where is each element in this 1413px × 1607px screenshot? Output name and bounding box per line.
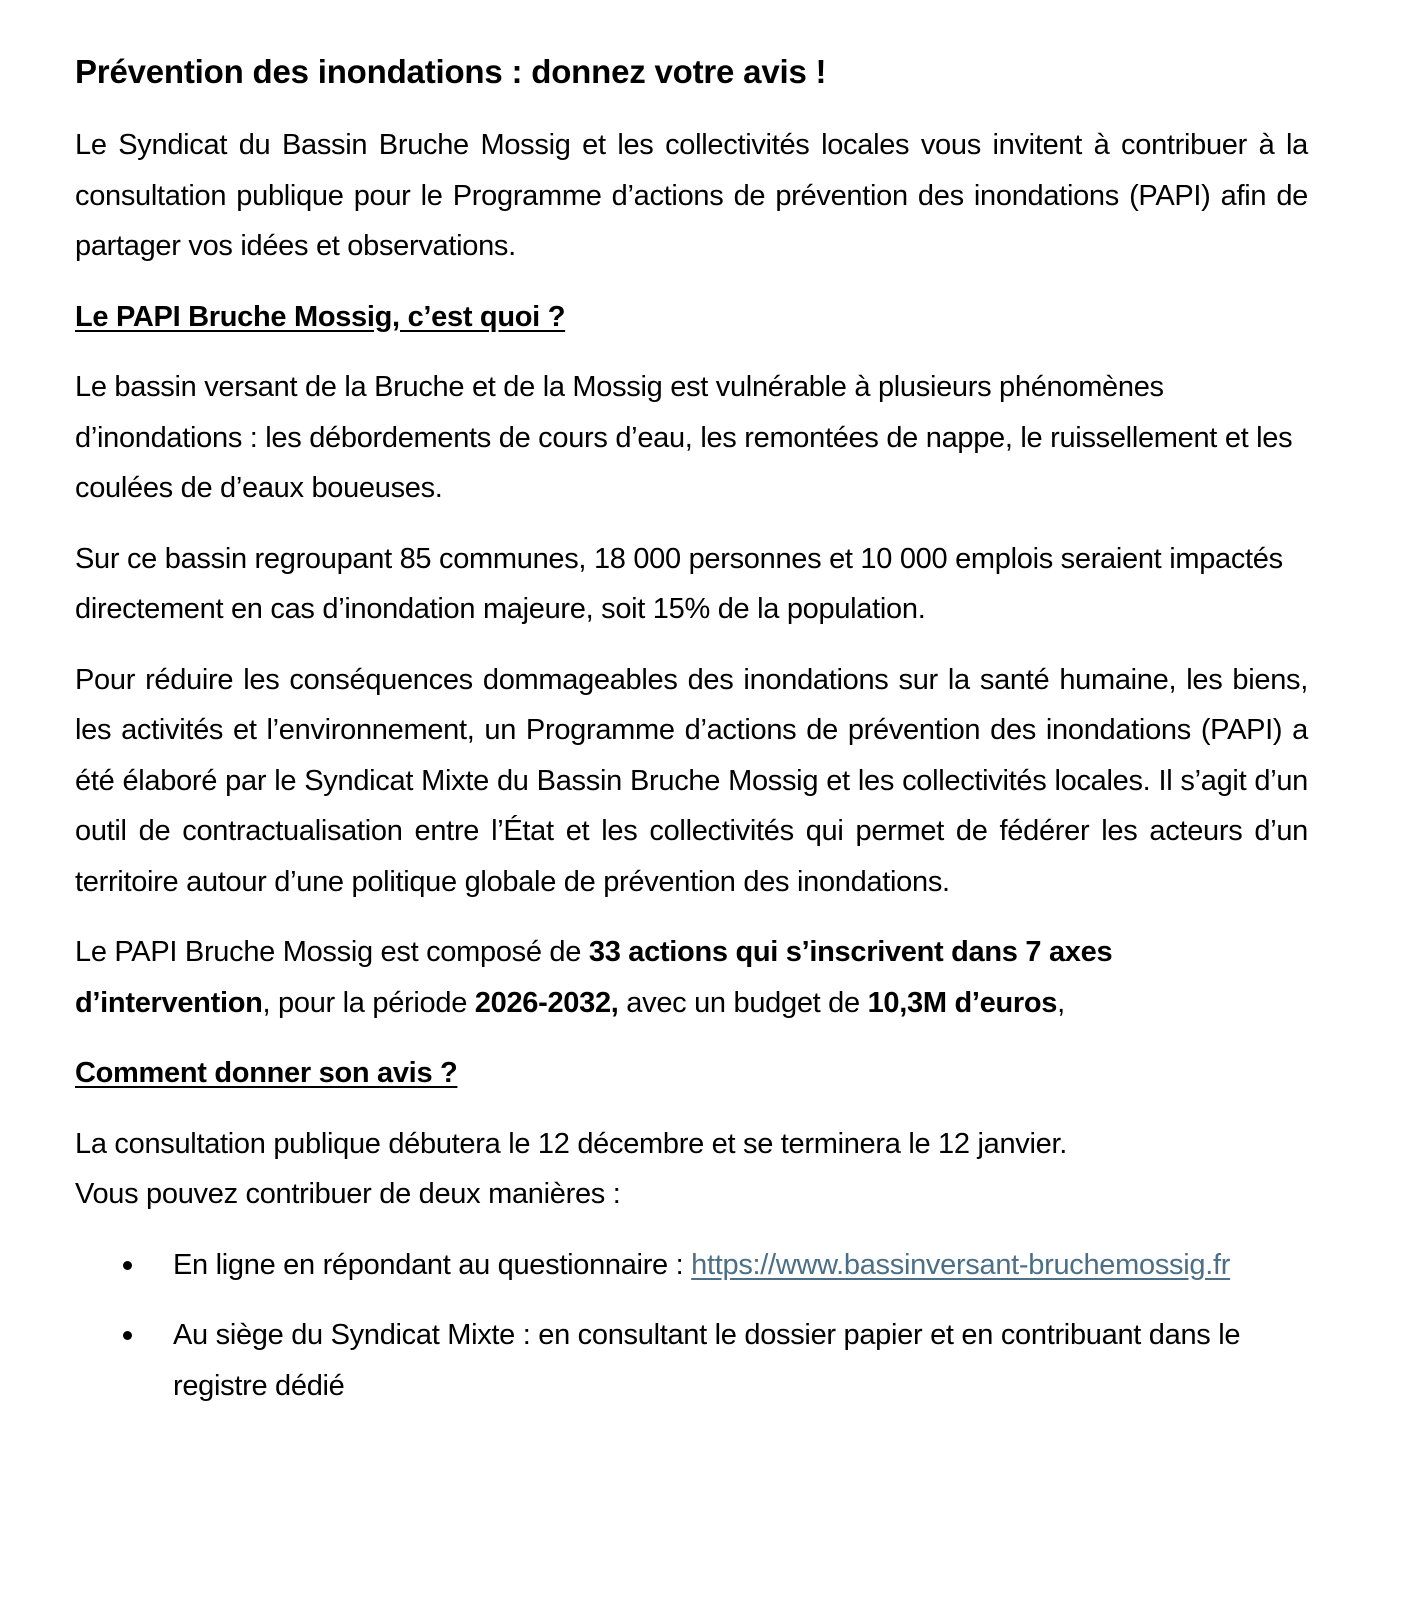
- paragraph-composition: [75, 927, 1308, 1028]
- in-person-text: Au siège du Syndicat Mixte : en consultant le dossier papier et en contribuant dans le registre dédié: [173, 1319, 1241, 1402]
- composition-period: 2026-2032,: [474, 986, 619, 1019]
- composition-text-1: Le PAPI Bruche Mossig est composé de: [75, 936, 589, 968]
- bullet-icon: [123, 1261, 132, 1270]
- bullet-icon: [123, 1331, 132, 1340]
- list-item-in-person: [75, 1310, 1308, 1411]
- list-item-online: [75, 1240, 1308, 1291]
- composition-actions: 33 actions qui s’inscrivent dans 7 axes d’intervention: [75, 936, 1113, 1019]
- paragraph-vulnerability: Le bassin versant de la Bruche et de la Mossig est vulnérable à plusieurs phénomènes d’inondations : les débordements de cours d’eau, les remontées de nappe, le ruissellement et les coulées de d’eaux boueuses.: [75, 371, 1293, 504]
- consultation-dates: La consultation publique débutera le 12 décembre et se terminera le 12 janvier.: [75, 1127, 1067, 1160]
- page-title: Prévention des inondations : donnez votre avis !: [75, 53, 827, 90]
- contribution-list: [75, 1240, 1308, 1412]
- composition-text-4: ,: [1057, 986, 1065, 1019]
- composition-text-3: avec un budget de: [618, 986, 868, 1019]
- paragraph-programme: Pour réduire les conséquences dommageables des inondations sur la santé humaine, les biens, les activités et l’environnement, un Programme d’actions de prévention des inondations (PAPI) a été élaboré par le Syndicat Mixte du Bassin Bruche Mossig et les collectivités locales. Il s’agit d’un outil de contractualisation entre l’État et les collectivités qui permet de fédérer les acteurs d’un territoire autour d’une politique globale de prévention des inondations.: [75, 663, 1308, 898]
- paragraph-impact: Sur ce bassin regroupant 85 communes, 18 000 personnes et 10 000 emplois seraient impactés directement en cas d’inondation majeure, soit 15% de la population.: [75, 542, 1283, 625]
- questionnaire-link[interactable]: https://www.bassinversant-bruchemossig.fr: [691, 1248, 1231, 1281]
- section-heading-how-to-contribute: Comment donner son avis ?: [75, 1057, 458, 1089]
- online-text: En ligne en répondant au questionnaire :: [173, 1248, 692, 1281]
- section-heading-what-is-papi: Le PAPI Bruche Mossig, c’est quoi ?: [75, 300, 566, 333]
- contribution-ways: Vous pouvez contribuer de deux manières :: [75, 1178, 621, 1210]
- intro-paragraph: Le Syndicat du Bassin Bruche Mossig et les collectivités locales vous invitent à contribuer à la consultation publique pour le Programme d’actions de prévention des inondations (PAPI) afin de partager vos idées et observations.: [75, 129, 1308, 262]
- paragraph-consultation-dates: [75, 1119, 1308, 1220]
- composition-budget: 10,3M d’euros: [867, 986, 1058, 1019]
- composition-text-2: , pour la période: [262, 986, 475, 1019]
